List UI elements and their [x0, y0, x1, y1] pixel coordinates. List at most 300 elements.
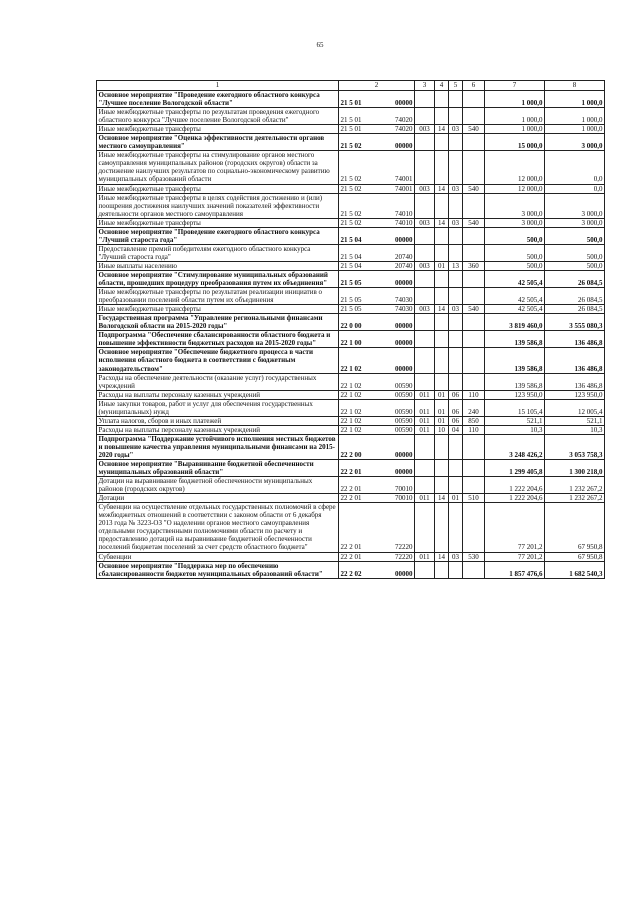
- direction-code: 74030: [395, 296, 413, 305]
- section-code: [435, 477, 449, 494]
- program-code: 22 2 01: [340, 552, 362, 561]
- amount-col-7: 77 201,2: [485, 552, 545, 561]
- section-code: 14: [435, 494, 449, 503]
- direction-code: 00000: [395, 279, 413, 288]
- expense-type-code: [463, 227, 485, 244]
- table-row: [97, 561, 605, 578]
- amount-col-8: 1 682 540,3: [545, 561, 605, 578]
- program-code: 22 1 00: [340, 339, 362, 348]
- table-row: [97, 218, 605, 227]
- program-code: 22 2 01: [340, 494, 362, 503]
- program-code: 22 2 00: [340, 450, 362, 459]
- header-cell: 2: [339, 81, 415, 91]
- amount-col-7: 1 000,0: [485, 125, 545, 134]
- section-code: [435, 134, 449, 151]
- table-row: [97, 134, 605, 151]
- row-target-code: [339, 390, 415, 399]
- direction-code: 74020: [395, 125, 413, 134]
- expense-type-code: [463, 561, 485, 578]
- section-code: 14: [435, 552, 449, 561]
- subsection-code: [449, 108, 463, 125]
- table-row: [97, 425, 605, 434]
- ministry-code: 003: [415, 261, 435, 270]
- row-target-code: [339, 561, 415, 578]
- direction-code: 00000: [395, 364, 413, 373]
- row-name: Иные межбюджетные трансферты по результатам реализации инициатив о преобразовании поселений области путем их объединения: [97, 288, 339, 305]
- amount-col-8: 26 084,5: [545, 305, 605, 314]
- expense-type-code: [463, 108, 485, 125]
- ministry-code: 011: [415, 494, 435, 503]
- row-target-code: [339, 184, 415, 193]
- program-code: 21 5 04: [340, 252, 362, 261]
- row-name: Иные выплаты населению: [97, 261, 339, 270]
- row-name: Государственная программа "Управление региональными финансами Вологодской области на 2015-2020 годы": [97, 314, 339, 331]
- subsection-code: 04: [449, 425, 463, 434]
- table-row: [97, 348, 605, 373]
- table-row: [97, 305, 605, 314]
- row-target-code: [339, 261, 415, 270]
- section-code: 01: [435, 399, 449, 416]
- amount-col-7: 500,0: [485, 244, 545, 261]
- ministry-code: [415, 434, 435, 459]
- section-code: [435, 270, 449, 287]
- direction-code: 00000: [395, 339, 413, 348]
- subsection-code: [449, 434, 463, 459]
- amount-col-7: 42 505,4: [485, 270, 545, 287]
- amount-col-7: 12 000,0: [485, 151, 545, 184]
- expense-type-code: [463, 348, 485, 373]
- section-code: [435, 151, 449, 184]
- ministry-code: [415, 227, 435, 244]
- amount-col-8: 0,0: [545, 184, 605, 193]
- subsection-code: [449, 348, 463, 373]
- ministry-code: 011: [415, 390, 435, 399]
- row-name: Основное мероприятие "Проведение ежегодного областного конкурса "Лучший староста года": [97, 227, 339, 244]
- table-row: [97, 261, 605, 270]
- row-target-code: [339, 434, 415, 459]
- direction-code: 00590: [395, 390, 413, 399]
- page-number: 65: [316, 41, 324, 49]
- table-row: [97, 552, 605, 561]
- section-code: 01: [435, 416, 449, 425]
- ministry-code: [415, 331, 435, 348]
- row-name: Основное мероприятие "Выравнивание бюджетной обеспеченности муниципальных образований области": [97, 460, 339, 477]
- section-code: [435, 91, 449, 108]
- ministry-code: [415, 91, 435, 108]
- table-row: [97, 460, 605, 477]
- amount-col-8: 1 000,0: [545, 108, 605, 125]
- row-name: Иные межбюджетные трансферты: [97, 184, 339, 193]
- expense-type-code: [463, 193, 485, 218]
- row-name: Подпрограмма "Поддержание устойчивого исполнения местных бюджетов и повышение качества управления муниципальными финансами на 2015-2020 годы": [97, 434, 339, 459]
- row-name: Уплата налогов, сборов и иных платежей: [97, 416, 339, 425]
- program-code: 21 5 05: [340, 296, 362, 305]
- table-row: [97, 434, 605, 459]
- amount-col-7: 500,0: [485, 261, 545, 270]
- expense-type-code: 110: [463, 425, 485, 434]
- program-code: 21 5 02: [340, 209, 362, 218]
- table-row: [97, 227, 605, 244]
- amount-col-8: 521,1: [545, 416, 605, 425]
- table-row: [97, 151, 605, 184]
- expense-type-code: [463, 244, 485, 261]
- row-target-code: [339, 314, 415, 331]
- section-code: 01: [435, 261, 449, 270]
- direction-code: 20740: [395, 252, 413, 261]
- expense-type-code: [463, 288, 485, 305]
- subsection-code: 03: [449, 184, 463, 193]
- expense-type-code: [463, 151, 485, 184]
- subsection-code: [449, 561, 463, 578]
- row-target-code: [339, 134, 415, 151]
- expense-type-code: 360: [463, 261, 485, 270]
- header-cell: 4: [435, 81, 449, 91]
- subsection-code: [449, 244, 463, 261]
- ministry-code: [415, 108, 435, 125]
- row-target-code: [339, 348, 415, 373]
- row-name: Иные закупки товаров, работ и услуг для обеспечения государственных (муниципальных) нужд: [97, 399, 339, 416]
- header-cell: 5: [449, 81, 463, 91]
- table-row: [97, 244, 605, 261]
- amount-col-8: 3 053 758,3: [545, 434, 605, 459]
- amount-col-7: 42 505,4: [485, 305, 545, 314]
- program-code: 22 1 02: [340, 416, 362, 425]
- section-code: 14: [435, 305, 449, 314]
- ministry-code: 011: [415, 399, 435, 416]
- direction-code: 70010: [395, 494, 413, 503]
- section-code: [435, 331, 449, 348]
- row-name: Иные межбюджетные трансферты по результатам проведения ежегодного областного конкурса "Лучшее поселение Вологодской области": [97, 108, 339, 125]
- subsection-code: 06: [449, 399, 463, 416]
- direction-code: 72220: [395, 543, 413, 552]
- amount-col-8: 26 084,5: [545, 270, 605, 287]
- section-code: [435, 373, 449, 390]
- section-code: [435, 561, 449, 578]
- ministry-code: [415, 314, 435, 331]
- table-row: [97, 125, 605, 134]
- section-code: [435, 108, 449, 125]
- program-code: 22 0 00: [340, 322, 362, 331]
- amount-col-7: 1 857 476,6: [485, 561, 545, 578]
- amount-col-8: 136 486,8: [545, 348, 605, 373]
- subsection-code: [449, 331, 463, 348]
- expense-type-code: [463, 460, 485, 477]
- subsection-code: [449, 373, 463, 390]
- direction-code: 00000: [395, 450, 413, 459]
- table-row: [97, 399, 605, 416]
- table-row: [97, 494, 605, 503]
- program-code: 22 2 01: [340, 468, 362, 477]
- section-code: 14: [435, 184, 449, 193]
- row-target-code: [339, 460, 415, 477]
- direction-code: 74001: [395, 175, 413, 184]
- expense-type-code: [463, 477, 485, 494]
- direction-code: 00000: [395, 142, 413, 151]
- amount-col-7: 139 586,8: [485, 373, 545, 390]
- table-header-row: [97, 81, 605, 91]
- ministry-code: [415, 348, 435, 373]
- ministry-code: 011: [415, 416, 435, 425]
- amount-col-7: 500,0: [485, 227, 545, 244]
- expense-type-code: 240: [463, 399, 485, 416]
- subsection-code: [449, 270, 463, 287]
- row-name: Расходы на выплаты персоналу казенных учреждений: [97, 425, 339, 434]
- row-name: Расходы на обеспечение деятельности (оказание услуг) государственных учреждений: [97, 373, 339, 390]
- amount-col-7: 3 819 460,0: [485, 314, 545, 331]
- section-code: [435, 434, 449, 459]
- direction-code: 00590: [395, 407, 413, 416]
- program-code: 21 5 04: [340, 235, 362, 244]
- section-code: 10: [435, 425, 449, 434]
- amount-col-8: 3 555 080,3: [545, 314, 605, 331]
- amount-col-8: 500,0: [545, 261, 605, 270]
- budget-table: [96, 80, 605, 579]
- subsection-code: 03: [449, 218, 463, 227]
- row-name: Основное мероприятие "Стимулирование муниципальных образований области, прошедших процедуру преобразования путем их объединения": [97, 270, 339, 287]
- section-code: 14: [435, 218, 449, 227]
- subsection-code: [449, 460, 463, 477]
- subsection-code: 06: [449, 416, 463, 425]
- amount-col-8: 0,0: [545, 151, 605, 184]
- amount-col-8: 1 000,0: [545, 125, 605, 134]
- subsection-code: [449, 193, 463, 218]
- amount-col-7: 42 505,4: [485, 288, 545, 305]
- section-code: [435, 193, 449, 218]
- expense-type-code: 540: [463, 305, 485, 314]
- ministry-code: [415, 193, 435, 218]
- ministry-code: 003: [415, 184, 435, 193]
- direction-code: 20740: [395, 261, 413, 270]
- amount-col-7: 139 586,8: [485, 331, 545, 348]
- amount-col-8: 1 000,0: [545, 91, 605, 108]
- section-code: [435, 503, 449, 552]
- direction-code: 00000: [395, 235, 413, 244]
- ministry-code: [415, 244, 435, 261]
- direction-code: 00000: [395, 569, 413, 578]
- ministry-code: [415, 373, 435, 390]
- program-code: 22 2 01: [340, 543, 362, 552]
- amount-col-8: 3 000,0: [545, 134, 605, 151]
- row-name: Иные межбюджетные трансферты на стимулирование органов местного самоуправления муниципальных районов (городских округов) области за достижение наилучших результатов по социально-экономическому развитию муниципальных образований области: [97, 151, 339, 184]
- subsection-code: 13: [449, 261, 463, 270]
- subsection-code: [449, 151, 463, 184]
- amount-col-8: 3 000,0: [545, 193, 605, 218]
- table-row: [97, 288, 605, 305]
- amount-col-7: 521,1: [485, 416, 545, 425]
- subsection-code: [449, 314, 463, 331]
- direction-code: 00000: [395, 322, 413, 331]
- program-code: 22 1 02: [340, 364, 362, 373]
- row-name: Основное мероприятие "Поддержка мер по обеспечению сбалансированности бюджетов муниципальных образований области": [97, 561, 339, 578]
- amount-col-7: 1 000,0: [485, 108, 545, 125]
- program-code: 22 2 01: [340, 485, 362, 494]
- amount-col-7: 10,3: [485, 425, 545, 434]
- row-name: Подпрограмма "Обеспечение сбалансированности областного бюджета и повышение эффективности бюджетных расходов на 2015-2020 годы": [97, 331, 339, 348]
- row-name: Субвенции: [97, 552, 339, 561]
- expense-type-code: [463, 434, 485, 459]
- ministry-code: [415, 561, 435, 578]
- expense-type-code: [463, 373, 485, 390]
- table-row: [97, 373, 605, 390]
- program-code: 21 5 01: [340, 125, 362, 134]
- ministry-code: [415, 503, 435, 552]
- direction-code: 74010: [395, 209, 413, 218]
- row-name: Дотации на выравнивание бюджетной обеспеченности муниципальных районов (городских округов): [97, 477, 339, 494]
- program-code: 21 5 02: [340, 142, 362, 151]
- amount-col-8: 10,3: [545, 425, 605, 434]
- row-target-code: [339, 477, 415, 494]
- row-target-code: [339, 552, 415, 561]
- amount-col-7: 12 000,0: [485, 184, 545, 193]
- direction-code: 00000: [395, 468, 413, 477]
- subsection-code: 06: [449, 390, 463, 399]
- amount-col-7: 15 000,0: [485, 134, 545, 151]
- amount-col-7: 139 586,8: [485, 348, 545, 373]
- section-code: [435, 314, 449, 331]
- row-target-code: [339, 108, 415, 125]
- program-code: 21 5 01: [340, 99, 362, 108]
- row-name: Расходы на выплаты персоналу казенных учреждений: [97, 390, 339, 399]
- subsection-code: 03: [449, 552, 463, 561]
- program-code: 22 1 02: [340, 407, 362, 416]
- amount-col-8: 67 950,8: [545, 552, 605, 561]
- expense-type-code: [463, 134, 485, 151]
- amount-col-8: 136 486,8: [545, 373, 605, 390]
- expense-type-code: 540: [463, 125, 485, 134]
- expense-type-code: [463, 270, 485, 287]
- amount-col-7: 1 222 204,6: [485, 494, 545, 503]
- program-code: 21 5 02: [340, 175, 362, 184]
- expense-type-code: [463, 314, 485, 331]
- ministry-code: 011: [415, 552, 435, 561]
- amount-col-7: 1 000,0: [485, 91, 545, 108]
- direction-code: 74001: [395, 184, 413, 193]
- direction-code: 74020: [395, 116, 413, 125]
- program-code: 22 1 02: [340, 390, 362, 399]
- amount-col-7: 3 000,0: [485, 193, 545, 218]
- row-target-code: [339, 425, 415, 434]
- table-row: [97, 91, 605, 108]
- amount-col-8: 1 232 267,2: [545, 477, 605, 494]
- ministry-code: [415, 477, 435, 494]
- program-code: 21 5 05: [340, 305, 362, 314]
- amount-col-8: 26 084,5: [545, 288, 605, 305]
- ministry-code: 003: [415, 218, 435, 227]
- amount-col-8: 1 232 267,2: [545, 494, 605, 503]
- program-code: 21 5 04: [340, 261, 362, 270]
- section-code: [435, 244, 449, 261]
- direction-code: 00590: [395, 381, 413, 390]
- table-row: [97, 314, 605, 331]
- section-code: 14: [435, 125, 449, 134]
- subsection-code: [449, 288, 463, 305]
- table-row: [97, 184, 605, 193]
- subsection-code: [449, 134, 463, 151]
- header-cell: 6: [463, 81, 485, 91]
- ministry-code: [415, 270, 435, 287]
- expense-type-code: 510: [463, 494, 485, 503]
- amount-col-8: 123 950,0: [545, 390, 605, 399]
- amount-col-7: 3 000,0: [485, 218, 545, 227]
- direction-code: 72220: [395, 552, 413, 561]
- direction-code: 74030: [395, 305, 413, 314]
- direction-code: 74010: [395, 218, 413, 227]
- expense-type-code: [463, 331, 485, 348]
- expense-type-code: 540: [463, 184, 485, 193]
- subsection-code: [449, 227, 463, 244]
- amount-col-8: 12 005,4: [545, 399, 605, 416]
- section-code: [435, 348, 449, 373]
- amount-col-8: 136 486,8: [545, 331, 605, 348]
- table-row: [97, 477, 605, 494]
- row-target-code: [339, 151, 415, 184]
- program-code: 22 2 02: [340, 569, 362, 578]
- program-code: 21 5 02: [340, 218, 362, 227]
- subsection-code: 01: [449, 494, 463, 503]
- amount-col-8: 500,0: [545, 244, 605, 261]
- row-name: Основное мероприятие "Проведение ежегодного областного конкурса "Лучшее поселение Вологодской области": [97, 91, 339, 108]
- header-cell: 7: [485, 81, 545, 91]
- amount-col-7: 1 299 405,8: [485, 460, 545, 477]
- row-target-code: [339, 270, 415, 287]
- amount-col-8: 3 000,0: [545, 218, 605, 227]
- expense-type-code: 530: [463, 552, 485, 561]
- table-row: [97, 108, 605, 125]
- section-code: 01: [435, 390, 449, 399]
- row-target-code: [339, 244, 415, 261]
- row-target-code: [339, 125, 415, 134]
- row-target-code: [339, 416, 415, 425]
- table-row: [97, 331, 605, 348]
- program-code: 21 5 02: [340, 184, 362, 193]
- table-row: [97, 416, 605, 425]
- ministry-code: [415, 151, 435, 184]
- amount-col-7: 3 248 426,2: [485, 434, 545, 459]
- program-code: 22 1 02: [340, 381, 362, 390]
- amount-col-7: 77 201,2: [485, 503, 545, 552]
- row-name: Дотации: [97, 494, 339, 503]
- row-target-code: [339, 503, 415, 552]
- ministry-code: [415, 288, 435, 305]
- row-target-code: [339, 218, 415, 227]
- direction-code: 70010: [395, 485, 413, 494]
- row-name: Иные межбюджетные трансферты: [97, 125, 339, 134]
- expense-type-code: 110: [463, 390, 485, 399]
- amount-col-7: 1 222 204,6: [485, 477, 545, 494]
- table-row: [97, 193, 605, 218]
- ministry-code: [415, 460, 435, 477]
- subsection-code: [449, 91, 463, 108]
- expense-type-code: 850: [463, 416, 485, 425]
- ministry-code: [415, 134, 435, 151]
- row-name: Иные межбюджетные трансферты: [97, 218, 339, 227]
- row-target-code: [339, 288, 415, 305]
- amount-col-8: 500,0: [545, 227, 605, 244]
- row-name: Основное мероприятие "Оценка эффективности деятельности органов местного самоуправления": [97, 134, 339, 151]
- direction-code: 00590: [395, 416, 413, 425]
- row-target-code: [339, 227, 415, 244]
- program-code: 22 1 02: [340, 425, 362, 434]
- row-target-code: [339, 373, 415, 390]
- amount-col-7: 15 105,4: [485, 399, 545, 416]
- row-name: Иные межбюджетные трансферты: [97, 305, 339, 314]
- ministry-code: 003: [415, 125, 435, 134]
- subsection-code: [449, 477, 463, 494]
- header-cell: 3: [415, 81, 435, 91]
- program-code: 21 5 01: [340, 116, 362, 125]
- expense-type-code: [463, 91, 485, 108]
- amount-col-8: 1 300 218,0: [545, 460, 605, 477]
